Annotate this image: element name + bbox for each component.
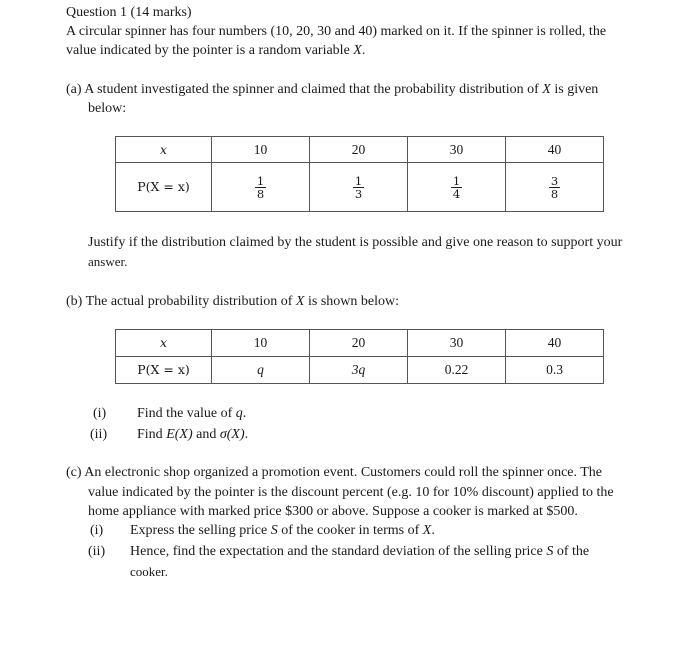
table-cell-x-value: 30 [408, 330, 506, 357]
question-intro-line-1: A circular spinner has four numbers (10, 20, 30 and 40) marked on it. If the spinner is rolled, the [66, 24, 607, 39]
question-intro-line-2: value indicated by the pointer is a random variable X. [66, 43, 366, 58]
part-b-sub-ii-text: Find E(X) and σ(X). [137, 427, 249, 442]
part-a-line-1: (a) A student investigated the spinner and claimed that the probability distribution of X is given [66, 82, 599, 97]
part-c-sub-i-label: (i) [90, 523, 104, 538]
table-cell-x-value: 40 [506, 137, 604, 163]
part-b-sub-ii-label: (ii) [90, 427, 108, 442]
part-c-sub-i-text: Express the selling price S of the cooker in terms of X. [130, 523, 435, 538]
table-row-x [116, 137, 604, 163]
table-row-probability [116, 163, 604, 212]
part-b-sub-i-text: Find the value of q. [137, 406, 247, 421]
table-cell-x-value: 10 [212, 330, 310, 357]
part-c-line-2: value indicated by the pointer is the discount percent (e.g. 10 for 10% discount) applied to the [88, 485, 614, 500]
part-c-line-3: home appliance with marked price $300 or above. Suppose a cooker is marked at $500. [88, 504, 578, 519]
table-header-x: x [116, 137, 212, 163]
part-c-sub-ii-line-2: cooker. [130, 564, 168, 579]
part-b-line-1: (b) The actual probability distribution of X is shown below: [66, 294, 399, 309]
table-cell-x-value: 30 [408, 137, 506, 163]
table-cell-fraction: $\frac{1}{4}$ [408, 163, 506, 212]
table-cell-x-value: 20 [310, 330, 408, 357]
table-header-probability: P(X = x) [116, 357, 212, 384]
part-b-sub-i-label: (i) [93, 406, 107, 421]
table-cell-x-value: 40 [506, 330, 604, 357]
part-a-line-2: below: [88, 101, 127, 116]
table-header-probability: P(X = x) [116, 163, 212, 212]
part-c-sub-ii-text: Hence, find the expectation and the standard deviation of the selling price S of the [130, 544, 590, 559]
claimed-distribution-table [115, 136, 604, 212]
table-cell-fraction: $\frac{3}{8}$ [506, 163, 604, 212]
table-cell-probability: 0.22 [408, 357, 506, 384]
table-cell-probability: q [212, 357, 310, 384]
table-cell-probability: 3q [310, 357, 408, 384]
part-c-sub-ii-label: (ii) [88, 544, 106, 559]
table-cell-x-value: 20 [310, 137, 408, 163]
table-row-x [116, 330, 604, 357]
part-a-justify-line-2: answer. [88, 254, 128, 269]
part-a-justify-line-1: Justify if the distribution claimed by the student is possible and give one reason to support your [88, 235, 623, 250]
question-title: Question 1 (14 marks) [66, 5, 192, 20]
table-cell-fraction: $\frac{1}{8}$ [212, 163, 310, 212]
table-header-x: x [116, 330, 212, 357]
table-cell-x-value: 10 [212, 137, 310, 163]
table-row-probability [116, 357, 604, 384]
actual-distribution-table [115, 329, 604, 384]
table-cell-probability: 0.3 [506, 357, 604, 384]
table-cell-fraction: $\frac{1}{3}$ [310, 163, 408, 212]
part-c-line-1: (c) An electronic shop organized a promotion event. Customers could roll the spinner once. The [66, 465, 603, 480]
